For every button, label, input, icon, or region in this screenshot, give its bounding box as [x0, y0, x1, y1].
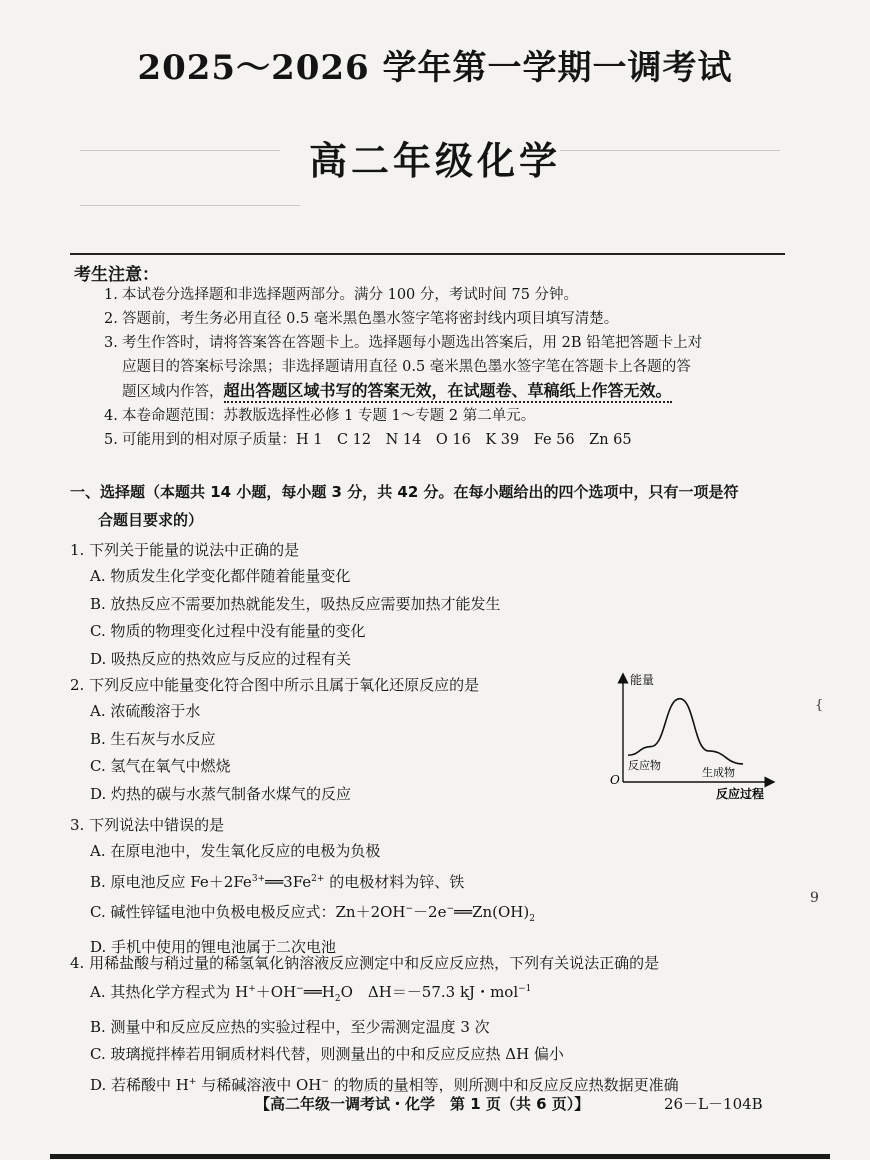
question-stem: 1. 下列关于能量的说法中正确的是 — [70, 541, 300, 559]
option-b: B. 放热反应不需要加热就能发生，吸热反应需要加热才能发生 — [90, 594, 501, 613]
option-text: A. 其热化学方程式为 H — [90, 983, 249, 1001]
notice-text: 应题目的答案标号涂黑；非选择题请用直径 0.5 毫米黑色墨水签字笔在答题卡上各题的答 — [122, 359, 691, 375]
option-text: C. 碱性锌锰电池中负极电极反应式：Zn＋2OH — [90, 903, 406, 921]
reactant-label: 反应物 — [628, 759, 661, 772]
option-text: O ΔH＝－57.3 kJ・mol — [340, 983, 519, 1001]
superscript: + — [248, 984, 256, 994]
notice-item-2 — [104, 307, 784, 331]
bleed-line — [80, 205, 300, 206]
notice-text: 题区域内作答， — [122, 384, 224, 400]
exam-title: 2025～2026 学年第一学期一调考试 — [137, 48, 733, 88]
option-a: A. 在原电池中，发生氧化反应的电极为负极 — [90, 842, 381, 860]
superscript: 2+ — [311, 873, 325, 884]
subscript: 2 — [334, 994, 341, 1004]
option-c: C. 玻璃搅拌棒若用铜质材料代替，则测量出的中和反应反应热 ΔH 偏小 — [90, 1045, 564, 1063]
superscript: + — [188, 1076, 197, 1087]
notice-text: 可能用到的相对原子质量：H 1 C 12 N 14 O 16 K 39 Fe 56 Zn 65 — [122, 432, 632, 448]
origin-label: O — [610, 773, 620, 787]
bottom-bar — [50, 1154, 830, 1159]
superscript: − — [405, 904, 414, 914]
option-text: 的电极材料为锌、铁 — [324, 872, 465, 891]
subscript: 2 — [529, 914, 535, 924]
option-d: D. 手机中使用的锂电池属于二次电池 — [90, 937, 337, 956]
superscript: − — [446, 904, 455, 914]
footer-code: 26－L－104B — [664, 1095, 763, 1113]
option-text: D. 若稀酸中 H — [90, 1075, 189, 1094]
option-d: D. 吸热反应的热效应与反应的过程有关 — [90, 649, 352, 668]
footer-page-info: 【高二年级一调考试・化学 第 1 页（共 6 页）】 — [255, 1095, 590, 1113]
option-b: B. 生石灰与水反应 — [90, 729, 216, 748]
option-text: 与稀碱溶液中 OH — [196, 1075, 322, 1094]
notice-text: 答题前，考生务必用直径 0.5 毫米黑色墨水签字笔将密封线内项目填写清楚。 — [122, 311, 619, 327]
question-3 — [70, 812, 790, 961]
option-a: A. 物质发生化学变化都伴随着能量变化 — [90, 567, 351, 585]
section-heading-line: 合题目要求的） — [98, 511, 204, 529]
superscript: − — [296, 984, 304, 994]
notice-item-4 — [104, 404, 784, 428]
header-divider — [70, 253, 785, 255]
notice-num: 1. — [104, 287, 118, 303]
notice-item-3 — [104, 331, 784, 404]
option-b — [70, 866, 790, 897]
superscript: −1 — [518, 984, 532, 994]
option-text: 的物质的量相等，则所测中和反应反应热数据更准确 — [328, 1075, 679, 1094]
question-stem: 4. 用稀盐酸与稍过量的稀氢氧化钠溶液反应测定中和反应反应热，下列有关说法正确的是 — [70, 954, 660, 972]
option-text: B. 原电池反应 Fe＋2Fe — [90, 872, 252, 891]
option-text: ＋OH — [255, 983, 297, 1001]
question-stem: 3. 下列说法中错误的是 — [70, 816, 225, 834]
option-c: C. 氢气在氧气中燃烧 — [90, 757, 231, 775]
option-text: ══H — [303, 983, 335, 1001]
notice-num: 4. — [104, 408, 118, 424]
notice-num: 3. — [104, 335, 118, 351]
option-text: ══3Fe — [265, 872, 312, 891]
product-label: 生成物 — [702, 766, 735, 779]
question-stem: 2. 下列反应中能量变化符合图中所示且属于氧化还原反应的是 — [70, 676, 480, 694]
notice-text: 本试卷分选择题和非选择题两部分。满分 100 分，考试时间 75 分钟。 — [122, 287, 579, 303]
question-1 — [70, 537, 790, 673]
y-axis-label: 能量 — [630, 673, 655, 687]
option-a — [70, 976, 790, 1014]
subject-title: 高二年级化学 — [308, 138, 561, 183]
x-axis-label: 反应过程 — [716, 787, 765, 801]
notice-num: 2. — [104, 311, 118, 327]
notice-heading: 考生注意： — [74, 265, 159, 285]
margin-mark: { — [815, 698, 824, 713]
option-c — [70, 896, 790, 934]
option-d: D. 灼热的碳与水蒸气制备水煤气的反应 — [90, 784, 352, 803]
option-text: ══Zn(OH) — [454, 903, 530, 921]
option-text: －2e — [413, 903, 447, 921]
question-4 — [70, 950, 790, 1099]
notice-num: 5. — [104, 432, 118, 448]
notice-item-1 — [104, 283, 784, 307]
superscript: − — [321, 1076, 329, 1087]
section-heading — [70, 478, 780, 534]
option-b: B. 测量中和反应反应热的实验过程中，至少需测定温度 3 次 — [90, 1017, 490, 1036]
notice-text: 考生作答时，请将答案答在答题卡上。选择题每小题选出答案后，用 2B 铅笔把答题卡上对 — [122, 335, 703, 351]
notice-text: 本卷命题范围：苏教版选择性必修 1 专题 1～专题 2 第二单元。 — [122, 408, 536, 424]
section-heading-line: 一、选择题（本题共 14 小题，每小题 3 分，共 42 分。在每小题给出的四个选项中，只有一项是符 — [70, 483, 739, 501]
option-a: A. 浓硫酸溶于水 — [90, 702, 201, 720]
margin-mark: 9 — [810, 890, 819, 906]
energy-diagram — [598, 672, 778, 804]
notice-emphasis: 超出答题区域书写的答案无效，在试题卷、草稿纸上作答无效。 — [224, 381, 672, 403]
notice-item-5 — [104, 428, 784, 452]
energy-curve — [628, 699, 743, 764]
option-c: C. 物质的物理变化过程中没有能量的变化 — [90, 622, 366, 640]
superscript: 3+ — [251, 873, 266, 884]
notice-list — [104, 283, 784, 452]
